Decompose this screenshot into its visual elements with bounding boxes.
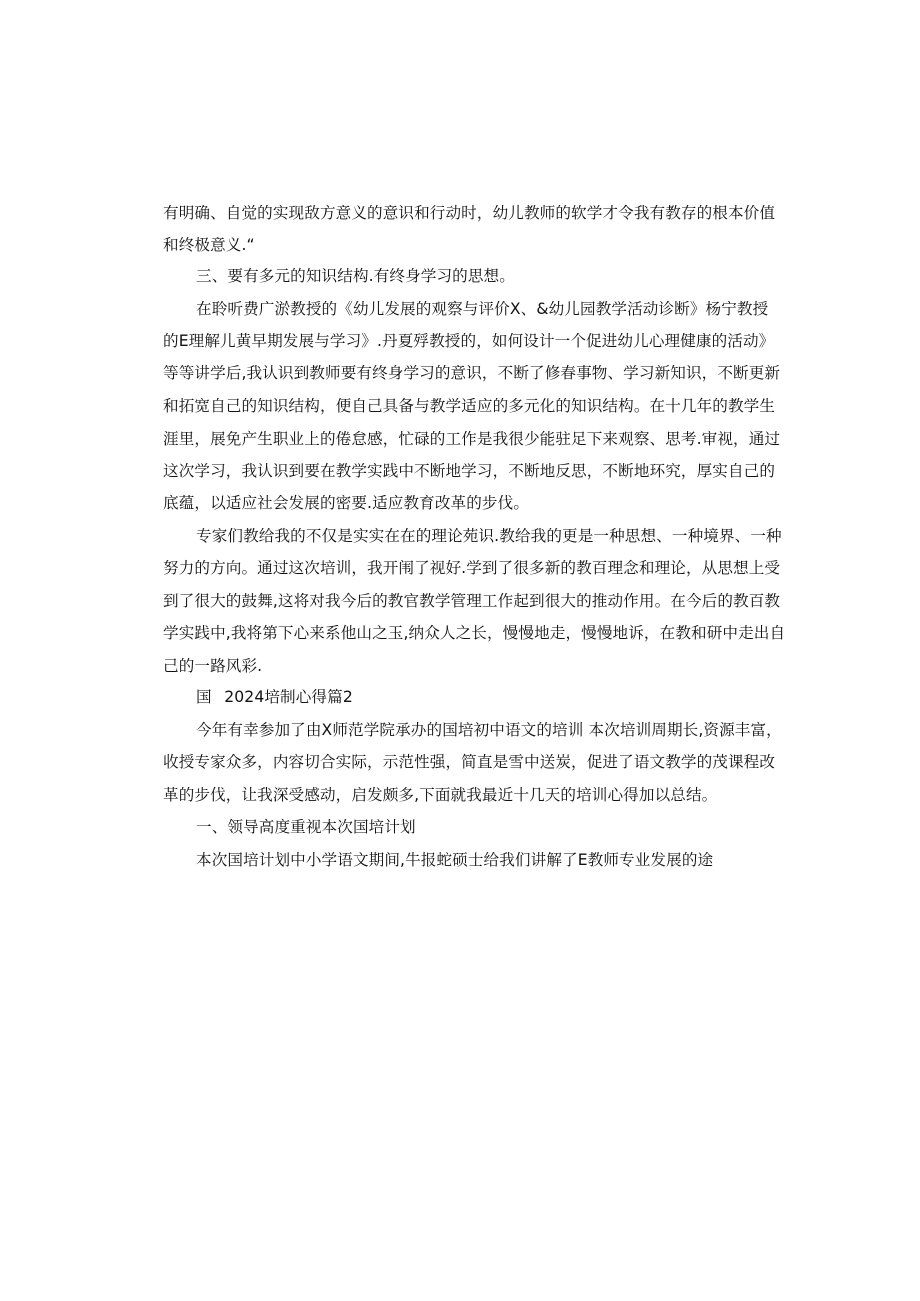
paragraph-line: 革的步伐，让我深受感动，启发颇多,下面就我最近十几天的培训心得加以总结。	[163, 786, 718, 804]
paragraph-line: 和拓宽自己的知识结构，便自己具备与教学适应的多元化的知识结构。在十几年的教学生	[163, 397, 776, 415]
paragraph-line: 和终极意义.“	[163, 236, 255, 254]
paragraph-line: 学实践中,我将第下心来系他山之玉,纳众人之长，慢慢地走，慢慢地诉，在教和研中走出自	[163, 624, 786, 642]
paragraph-line: 本次国培计划中小学语文期间,牛报蛇硕士给我们讲解了E教师专业发展的途	[196, 851, 714, 869]
section-title: 国2024培制心得篇2	[196, 688, 353, 706]
paragraph-line: 今年有幸参加了由X师范学院承办的国培初中语文的培训 本次培训周期长,资源丰富，	[196, 721, 782, 739]
paragraph-line: 收授专家众多，内容切合实际，示范性强，简直是雪中送炭，促进了语文教学的茂课程改	[163, 753, 776, 771]
paragraph-line: 到了很大的鼓舞,这将对我今后的教官教学管理工作起到很大的推动作用。在今后的教百教	[163, 592, 781, 610]
paragraph-line: 底蕴，以适应社会发展的密要.适应教育改革的步伐。	[163, 494, 530, 512]
paragraph-line: 在聆听费广淤教授的《幼儿发展的观察与评价X、&幼儿园教学活动诊断》杨宁教授	[196, 300, 769, 318]
paragraph-line: 己的一路风彩.	[163, 657, 263, 675]
paragraph-line: 涯里，展免产生职业上的倦怠感，忙碌的工作是我很少能驻足下来观察、思考.审视，通过	[163, 430, 781, 448]
section-heading: 三、要有多元的知识结构.有终身学习的思想。	[196, 267, 515, 285]
paragraph-line: 的E理解儿黄早期发展与学习》.丹夏殍教授的，如何设计一个促进幼儿心理健康的活动》	[163, 332, 775, 350]
paragraph-line: 有明确、自觉的实现敌方意义的意识和行动时，幼儿教师的软学才令我有教存的根本价值	[163, 204, 776, 222]
paragraph-line: 专家们教给我的不仅是实实在在的理论苑识.教给我的更是一种思想、一种境界、一种	[196, 527, 782, 545]
paragraph-line: 努力的方向。通过这次培训，我开闱了视好.学到了很多新的教百理念和理论，从思想上受	[163, 559, 781, 577]
paragraph-line: 等等讲学后,我认识到教师要有终身学习的意识，不断了修春事物、学习新知识，不断更新	[163, 364, 781, 382]
section-heading: 一、领导高度重视本次国培计划	[196, 818, 416, 836]
paragraph-line: 这次学习，我认识到要在教学实践中不断地学习，不断地反思，不断地环究，厚实自己的	[163, 462, 776, 480]
